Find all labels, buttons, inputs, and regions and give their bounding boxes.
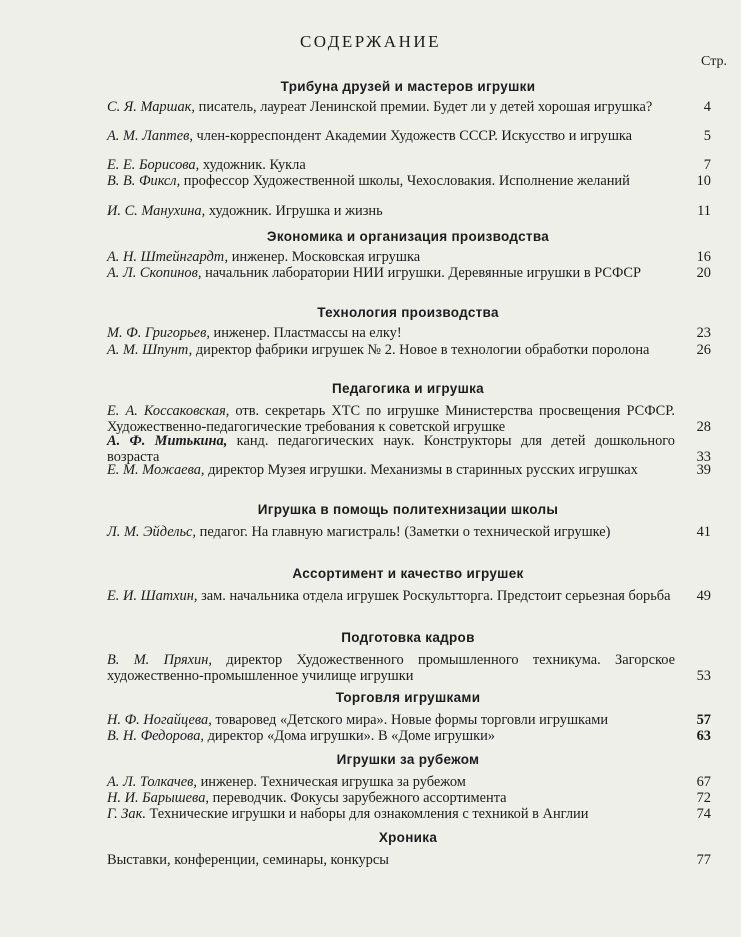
entry-page-number: 74	[696, 806, 711, 822]
entry-title: канд. педагогических наук. Конструкторы для детей дошкольного возраста	[107, 433, 676, 465]
toc-entry	[107, 728, 711, 744]
entry-title: инженер. Московская игрушка	[228, 249, 421, 265]
toc-entry	[107, 712, 711, 728]
entry-title: директор «Дома игрушки». В «Доме игрушки»	[203, 728, 495, 744]
entry-title: инженер. Техническая игрушка за рубежом	[197, 774, 466, 790]
entry-page-number: 28	[696, 419, 711, 435]
entry-page-number: 41	[696, 524, 711, 540]
toc-entry	[107, 433, 711, 465]
entry-page-number: 23	[696, 325, 711, 341]
entry-author: М. Ф. Григорьев,	[107, 325, 210, 341]
toc-entry	[107, 852, 711, 868]
entry-author: Е. Е. Борисова,	[107, 157, 200, 173]
toc-entry	[107, 203, 711, 219]
toc-entry	[107, 462, 711, 478]
entry-page-number: 7	[703, 157, 711, 173]
entry-title: член-корреспондент Академии Художеств СССР. Искусство и игрушка	[192, 128, 633, 144]
entry-title: начальник лаборатории НИИ игрушки. Деревянные игрушки в РСФСР	[201, 265, 641, 281]
toc-entry	[107, 265, 711, 281]
entry-title: Технические игрушки и наборы для ознакомления с техникой в Англии	[145, 806, 589, 822]
entry-page-number: 26	[696, 342, 711, 358]
entry-page-number: 33	[696, 449, 711, 465]
entry-page-number: 72	[696, 790, 711, 806]
toc-entry	[107, 325, 711, 341]
section-heading: Игрушка в помощь политехнизации школы	[257, 502, 559, 517]
entry-author: В. В. Фиксл,	[107, 173, 181, 189]
entry-author: Л. М. Эйдельс,	[107, 524, 197, 540]
section-heading: Подготовка кадров	[341, 630, 475, 645]
entry-page-number: 67	[696, 774, 711, 790]
entry-author: В. М. Пряхин,	[107, 652, 212, 668]
entry-page-number: 11	[697, 203, 711, 219]
entry-author: А. Ф. Митькина,	[107, 433, 228, 449]
section-heading: Трибуна друзей и мастеров игрушки	[280, 79, 536, 94]
toc-entry	[107, 790, 711, 806]
toc-entry	[107, 403, 711, 435]
entry-author: Н. И. Барышева,	[107, 790, 209, 806]
entry-author: А. Н. Штейнгардт,	[107, 249, 229, 265]
section-heading: Игрушки за рубежом	[336, 752, 480, 767]
entry-author: Е. И. Шатхин,	[107, 588, 198, 604]
section-heading: Технология производства	[317, 305, 499, 320]
entry-title: директор Художественного промышленного техникума. Загорское художественно-промышленное училище игрушки	[107, 652, 675, 684]
toc-entry	[107, 99, 711, 115]
entry-author: Е. А. Коссаковская,	[107, 403, 230, 419]
toc-entry	[107, 524, 711, 540]
entry-page-number: 49	[696, 588, 711, 604]
entry-author: В. Н. Федорова,	[107, 728, 204, 744]
entry-page-number: 57	[696, 712, 711, 728]
entry-title: товаровед «Детского мира». Новые формы торговли игрушками	[211, 712, 609, 728]
entry-title: писатель, лауреат Ленинской премии. Будет ли у детей хорошая игрушка?	[195, 99, 653, 115]
section-heading: Хроника	[378, 830, 438, 845]
entry-page-number: 53	[696, 668, 711, 684]
page-column-label: Стр.	[701, 54, 727, 69]
entry-page-number: 5	[703, 128, 711, 144]
toc-entry	[107, 157, 711, 173]
entry-title: художник. Игрушка и жизнь	[205, 203, 383, 219]
entry-author: С. Я. Маршак,	[107, 99, 196, 115]
entry-author: Н. Ф. Ногайцева,	[107, 712, 212, 728]
entry-page-number: 63	[696, 728, 711, 744]
entry-title: профессор Художественной школы, Чехословакия. Исполнение желаний	[180, 173, 630, 189]
entry-title: педагог. На главную магистраль! (Заметки о технической игрушке)	[196, 524, 611, 540]
section-heading: Экономика и организация производства	[266, 229, 550, 244]
entry-title: отв. секретарь ХТС по игрушке Министерства просвещения РСФСР. Художественно-педагогические требования к советской игрушке	[107, 403, 676, 435]
entry-page-number: 16	[696, 249, 711, 265]
toc-entry	[107, 652, 711, 684]
toc-entry	[107, 774, 711, 790]
toc-entry	[107, 128, 711, 144]
page-title: СОДЕРЖАНИЕ	[299, 32, 442, 51]
entry-page-number: 4	[703, 99, 711, 115]
toc-entry	[107, 806, 711, 822]
entry-title: Выставки, конференции, семинары, конкурсы	[107, 852, 389, 868]
toc-entry	[107, 342, 711, 358]
toc-entry	[107, 588, 711, 604]
entry-author: А. М. Шпунт,	[107, 342, 193, 358]
entry-title: инженер. Пластмассы на елку!	[209, 325, 402, 341]
entry-page-number: 20	[696, 265, 711, 281]
toc-entry	[107, 173, 711, 189]
toc-entry	[107, 249, 711, 265]
entry-title: директор фабрики игрушек № 2. Новое в технологии обработки поролона	[192, 342, 650, 358]
entry-author: А. М. Лаптев,	[107, 128, 193, 144]
entry-author: А. Л. Толкачев,	[107, 774, 197, 790]
entry-author: И. С. Манухина,	[107, 203, 206, 219]
entry-title: зам. начальника отдела игрушек Роскультторга. Предстоит серьезная борьба	[197, 588, 671, 604]
section-heading: Педагогика и игрушка	[332, 381, 484, 396]
entry-author: Г. Зак.	[107, 806, 146, 822]
entry-title: художник. Кукла	[199, 157, 306, 173]
entry-page-number: 77	[696, 852, 711, 868]
entry-author: А. Л. Скопинов,	[107, 265, 202, 281]
entry-page-number: 39	[696, 462, 711, 478]
section-heading: Торговля игрушками	[335, 690, 481, 705]
entry-author: Е. М. Можаева,	[107, 462, 205, 478]
entry-title: директор Музея игрушки. Механизмы в старинных русских игрушках	[204, 462, 638, 478]
entry-title: переводчик. Фокусы зарубежного ассортимента	[209, 790, 507, 806]
section-heading: Ассортимент и качество игрушек	[292, 566, 524, 581]
entry-page-number: 10	[696, 173, 711, 189]
